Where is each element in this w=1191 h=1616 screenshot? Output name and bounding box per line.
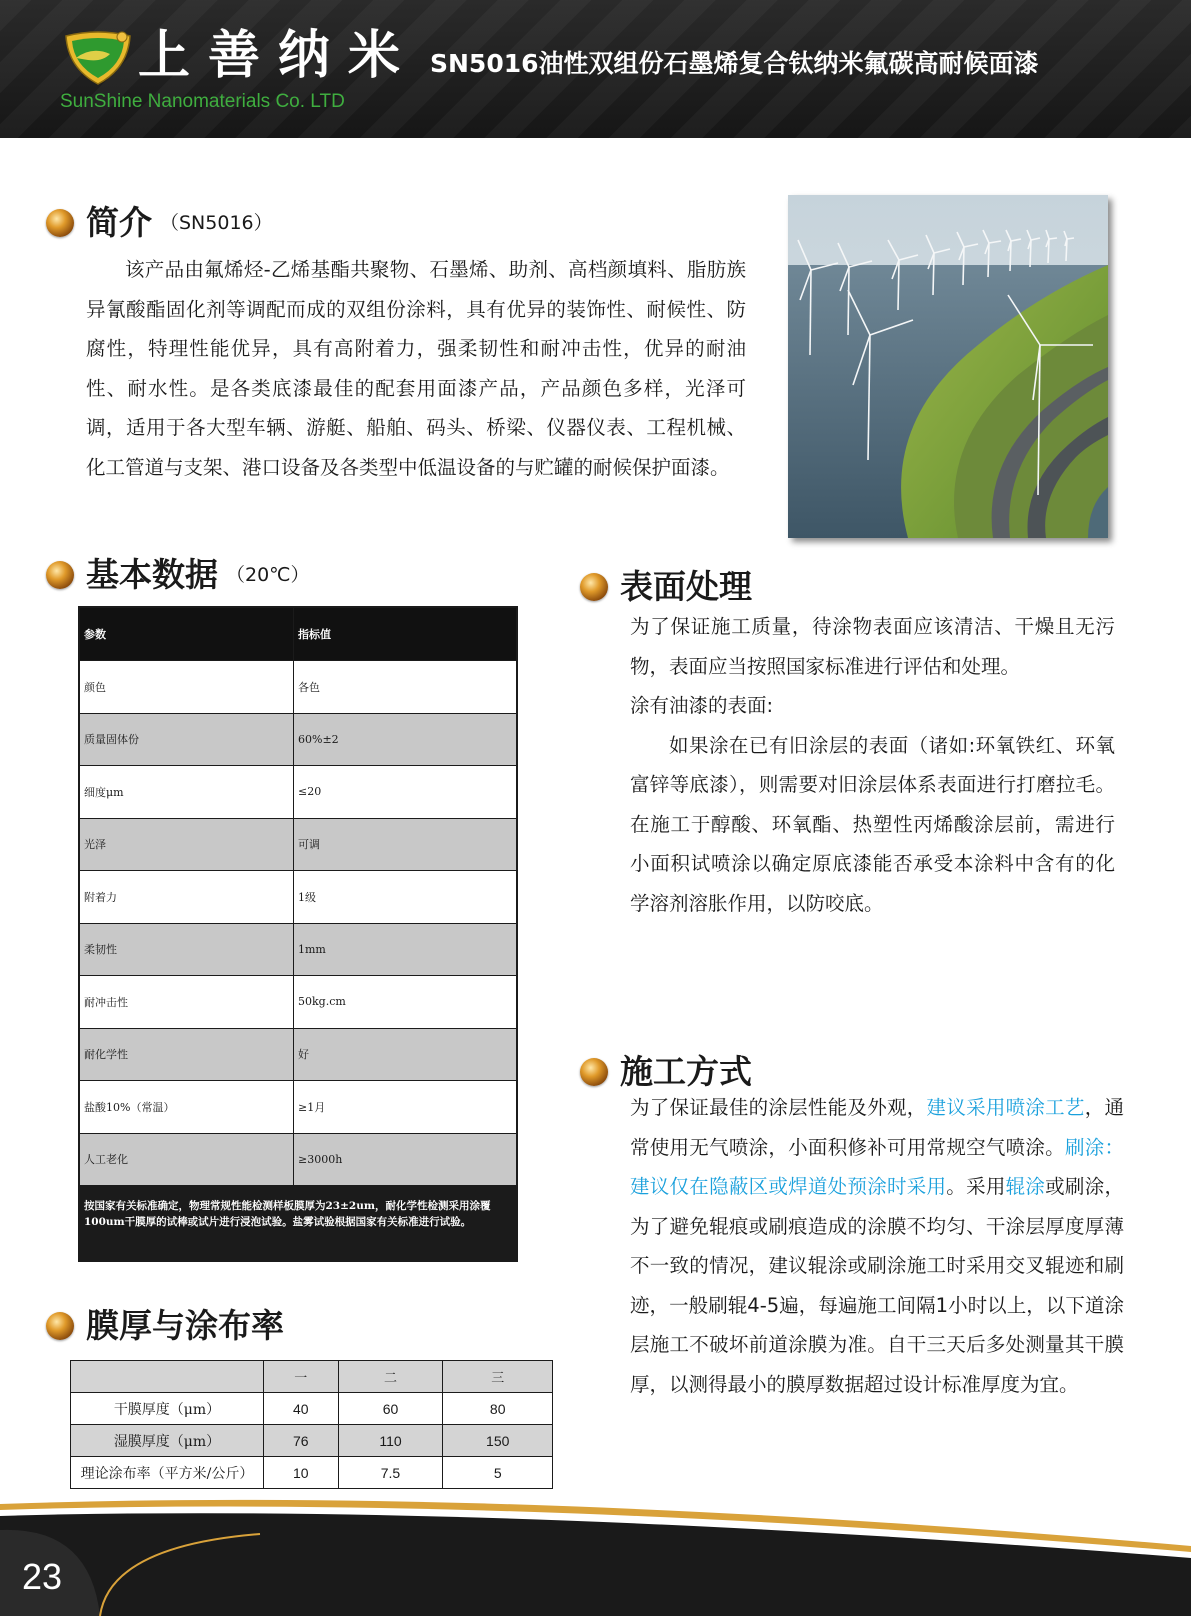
row-label: 理论涂布率（平方米/公斤） [71,1457,264,1489]
basic-data-heading [46,555,310,595]
header-param: 参数 [80,608,294,660]
row-param: 柔韧性 [80,924,294,976]
product-title: SN5016油性双组份石墨烯复合钛纳米氟碳高耐候面漆 [430,49,1039,78]
row-value: ≥3000h [298,1152,343,1166]
gold-sphere-icon [580,573,608,601]
row-value: 各色 [298,680,320,694]
row-value: 50kg.cm [298,995,346,1009]
gold-sphere-icon [46,209,74,237]
row-value: 好 [298,1048,309,1062]
intro-heading [46,203,273,243]
row-value: 10 [264,1457,339,1489]
basic-data-table [78,606,518,1262]
basic-data-subtitle: （20℃） [226,564,310,586]
application-body [630,1088,1124,1404]
table-row [80,661,516,714]
row-value: 7.5 [338,1457,443,1489]
table-row [80,924,516,977]
column-header: 二 [338,1361,443,1393]
surface-paragraph-3: 如果涂在已有旧涂层的表面（诸如:环氧铁红、环氧富锌等底漆），则需要对旧涂层体系表面进行打磨拉毛。在施工于醇酸、环氧酯、热塑性丙烯酸涂层前，需进行小面积试喷涂以确定原底漆能否承受本涂料中含有的化学溶剂溶胀作用，以防咬底。 [630,733,1115,915]
table-footnote: 按国家有关标准确定，物理常规性能检测样板膜厚为23±2um，耐化学性检测采用涂覆100um干膜厚的试棒或试片进行浸泡试验。盐雾试验根据国家有关标准进行试验。 [84,1200,491,1228]
row-value: 40 [264,1393,339,1425]
table-row [71,1393,553,1425]
table-header-row [71,1361,553,1393]
application-text: 。采用 [946,1175,1006,1198]
row-label: 湿膜厚度（μm） [71,1425,264,1457]
table-row [80,976,516,1029]
table-row [80,871,516,924]
page-header [0,0,1191,138]
intro-body: 该产品由氟烯烃-乙烯基酯共聚物、石墨烯、助剂、高档颜填料、脂肪族异氰酸酯固化剂等调配而成的双组份涂料，具有优异的装饰性、耐候性、防腐性，特理性能优异，具有高附着力，强柔韧性和耐冲击性，优异的耐油性、耐水性。是各类底漆最佳的配套用面漆产品，产品颜色多样，光泽可调，适用于各大型车辆、游艇、船舶、码头、桥梁、仪器仪表、工程机械、化工管道与支架、港口设备及各类型中低温设备的与贮罐的耐候保护面漆。 [86,258,746,479]
row-value: 80 [443,1393,553,1425]
application-heading [580,1052,752,1092]
surface-title: 表面处理 [620,567,752,606]
row-param: 光泽 [80,819,294,871]
table-row [80,766,516,819]
basic-data-title: 基本数据 [86,555,218,594]
row-label: 干膜厚度（μm） [71,1393,264,1425]
row-param: 颜色 [80,661,294,713]
row-value: 60 [338,1393,443,1425]
row-param: 细度μm [80,766,294,818]
table-header-row [80,608,516,661]
surface-heading [580,567,752,607]
row-param: 质量固体份 [80,714,294,766]
row-param: 盐酸10%（常温） [80,1081,294,1133]
intro-title: 简介 [86,203,152,242]
table-row [80,1081,516,1134]
roller-highlight: 辊涂 [1005,1175,1046,1198]
table-row [80,714,516,767]
application-title: 施工方式 [620,1052,752,1091]
gold-sphere-icon [580,1058,608,1086]
surface-body [630,607,1115,923]
row-value: 150 [443,1425,553,1457]
gold-sphere-icon [46,561,74,589]
table-row [80,1029,516,1082]
row-value: ≥1月 [298,1100,326,1114]
application-text: 或刷涂，为了避免辊痕或刷痕造成的涂膜不均匀、干涂层厚度厚薄不一致的情况，建议辊涂或刷涂施工时采用交叉辊迹和刷迹，一般刷辊4-5遍，每遍施工间隔1小时以上，以下道涂层施工不破坏前道涂膜为准。自干三天后多处测量其干膜厚，以测得最小的膜厚数据超过设计标准厚度为宜。 [630,1175,1124,1396]
film-thickness-table [70,1360,553,1489]
row-value: ≤20 [298,785,322,799]
logo-english-name: SunShine Nanomaterials Co. LTD [60,91,345,112]
header-value: 指标值 [298,628,331,641]
page-number: 23 [22,1556,63,1597]
intro-subtitle: （SN5016） [160,212,273,234]
row-param: 附着力 [80,871,294,923]
table-row [71,1457,553,1489]
application-text: ，通常使用无气喷涂，小面积修补可用常规空气喷涂。 [630,1096,1124,1159]
logo-chinese-name: 上善纳米 [138,25,419,86]
film-title: 膜厚与涂布率 [86,1306,284,1345]
row-value: 1级 [298,890,316,904]
row-value: 5 [443,1457,553,1489]
column-header: 三 [443,1361,553,1393]
surface-paragraph-2: 涂有油漆的表面: [630,694,774,717]
row-value: 76 [264,1425,339,1457]
shield-logo-icon [62,28,134,86]
table-row [80,819,516,872]
row-param: 耐冲击性 [80,976,294,1028]
wind-turbine-photo [788,195,1108,538]
surface-paragraph-1: 为了保证施工质量，待涂物表面应该清洁、干燥且无污物，表面应当按照国家标准进行评估和处理。 [630,615,1115,678]
table-row [71,1425,553,1457]
row-param: 耐化学性 [80,1029,294,1081]
row-param: 人工老化 [80,1134,294,1186]
column-header: 一 [264,1361,339,1393]
footer-decoration [0,1486,1191,1616]
brush-recommendation-highlight: 刷涂：建议仅在隐蔽区或焊道处预涂时采用 [630,1135,1124,1198]
spray-recommendation-highlight: 建议采用喷涂工艺 [926,1096,1085,1119]
gold-sphere-icon [46,1312,74,1340]
film-heading [46,1306,284,1346]
row-value: 60%±2 [298,732,339,746]
corner-cell [71,1361,264,1393]
row-value: 1mm [298,942,326,956]
table-row [80,1134,516,1187]
application-text: 为了保证最佳的涂层性能及外观， [630,1096,927,1119]
row-value: 110 [338,1425,443,1457]
row-value: 可调 [298,838,320,852]
